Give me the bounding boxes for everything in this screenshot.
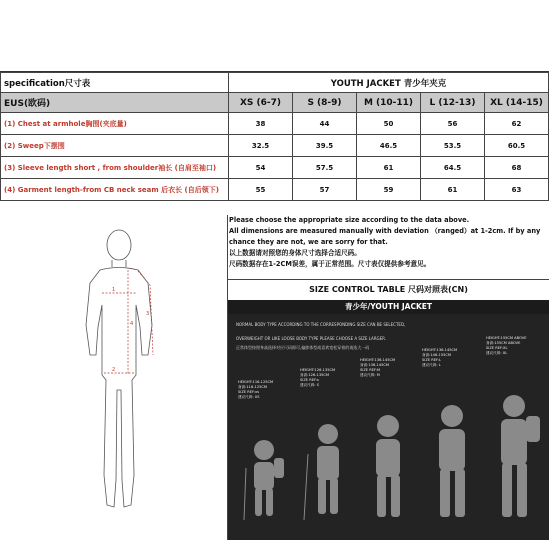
row-number: (4) (4, 185, 16, 194)
note-line: 以上数据请对照您的身体尺寸选择合适尺码。 (229, 249, 361, 257)
table-cell: 46.5 (357, 135, 421, 157)
table-cell: 64.5 (421, 157, 485, 179)
size-header: XS (6-7) (229, 93, 293, 113)
kid-m (360, 358, 420, 540)
fine-print: OVERWEIGHT OR LIKE LOOSE BODY TYPE PLEASE CHOOSE A SIZE LARGER. (236, 336, 387, 341)
spec-sheet (0, 71, 549, 540)
fine-print: NORMAL BODY TYPE ACCORDING TO THE CORRESPONDING SIZE CAN BE SELECTED, (236, 322, 406, 327)
kid-label: HEIGHT:136-145CM 身高:136-145CM SIZE REF:M 建议尺码: M (360, 358, 396, 377)
marker-3: 3 (146, 311, 150, 317)
kid-l (422, 348, 484, 540)
table-title-row (1, 73, 549, 93)
note-line: chance they are not, we are sorry for that. (229, 238, 388, 246)
row-text: Sweep下摆围 (17, 141, 65, 150)
kid-xs (238, 380, 298, 540)
row-text: Chest at armhole胸围(夹底量) (17, 119, 127, 128)
table-cell: 59 (357, 179, 421, 201)
table-cell: 50 (357, 113, 421, 135)
kid-xl (486, 336, 548, 540)
row-number: (1) (4, 119, 16, 128)
table-cell: 56 (421, 113, 485, 135)
table-cell: 68 (485, 157, 549, 179)
row-text: Sleeve length short , from shoulder袖长 (自肩至袖口) (17, 163, 217, 172)
row-label (1, 157, 229, 179)
table-cell: 57.5 (293, 157, 357, 179)
table-cell: 38 (229, 113, 293, 135)
row-number: (2) (4, 141, 16, 150)
eus-label: EUS(欧码) (1, 93, 229, 113)
child-figure-icon (0, 215, 227, 540)
size-header-row (1, 93, 549, 113)
size-header: L (12-13) (421, 93, 485, 113)
measurement-figure (0, 215, 228, 540)
note-line: 尺码数据存在1-2CM误差，属于正常范围。尺寸表仅提供参考意见。 (229, 260, 431, 268)
table-cell: 53.5 (421, 135, 485, 157)
row-number: (3) (4, 163, 16, 172)
kid-label: HEIGHT:126-135CM 身高:126-135CM SIZE REF:s 建议尺码: S (300, 368, 336, 387)
table-cell: 39.5 (293, 135, 357, 157)
spec-label: specification尺寸表 (1, 73, 229, 93)
size-header: XL (14-15) (485, 93, 549, 113)
note-line: All dimensions are measured manually with deviation （ranged）at 1-2cm. If by any (229, 227, 541, 235)
kid-label: HEIGHT:116-125CM 身高:116-125CM SIZE REF:xs 建议尺码: XS (238, 380, 274, 399)
lower-section (0, 215, 549, 540)
table-cell: 61 (357, 157, 421, 179)
table-cell: 54 (229, 157, 293, 179)
kid-s (300, 368, 360, 540)
child-silhouette-icon (238, 428, 298, 538)
size-notes (229, 215, 549, 270)
child-silhouette-icon (422, 398, 484, 538)
size-control-title: SIZE CONTROL TABLE 尺码对照表(CN) (228, 279, 549, 301)
table-row (1, 135, 549, 157)
kid-label: HEIGHT:155CM ABOVE 身高:155CM ABOVE SIZE REF:XL 建议尺码: XL (486, 336, 527, 355)
table-cell: 61 (421, 179, 485, 201)
table-row (1, 157, 549, 179)
table-cell: 60.5 (485, 135, 549, 157)
row-label (1, 179, 229, 201)
table-cell: 44 (293, 113, 357, 135)
size-header: M (10-11) (357, 93, 421, 113)
page-title: YOUTH JACKET 青少年夹克 (229, 73, 549, 93)
child-silhouette-icon (300, 416, 360, 536)
size-control-subtitle: 青少年/YOUTH JACKET (228, 300, 549, 314)
table-cell: 63 (485, 179, 549, 201)
size-header: S (8-9) (293, 93, 357, 113)
marker-1: 1 (112, 287, 116, 293)
table-row (1, 113, 549, 135)
table-cell: 62 (485, 113, 549, 135)
kid-label: HEIGHT:136-145CM 身高:146-155CM SIZE REF:L 建议尺码: L (422, 348, 458, 367)
note-line: Please choose the appropriate size according to the data above. (229, 216, 470, 224)
marker-2: 2 (112, 367, 116, 373)
row-label (1, 113, 229, 135)
row-label (1, 135, 229, 157)
fine-print: 正常体型按照身高选择对应尺码即可,偏胖体型或喜欢宽松穿着的请选大一码 (236, 345, 370, 350)
table-cell: 32.5 (229, 135, 293, 157)
row-text: Garment length-from CB neck seam 后衣长 (自后领下) (17, 185, 219, 194)
child-silhouette-icon (486, 388, 548, 538)
size-control-panel (228, 314, 549, 540)
table-cell: 57 (293, 179, 357, 201)
child-silhouette-icon (360, 408, 420, 538)
table-row (1, 179, 549, 201)
size-table (0, 72, 549, 201)
table-cell: 55 (229, 179, 293, 201)
marker-4: 4 (130, 321, 134, 327)
